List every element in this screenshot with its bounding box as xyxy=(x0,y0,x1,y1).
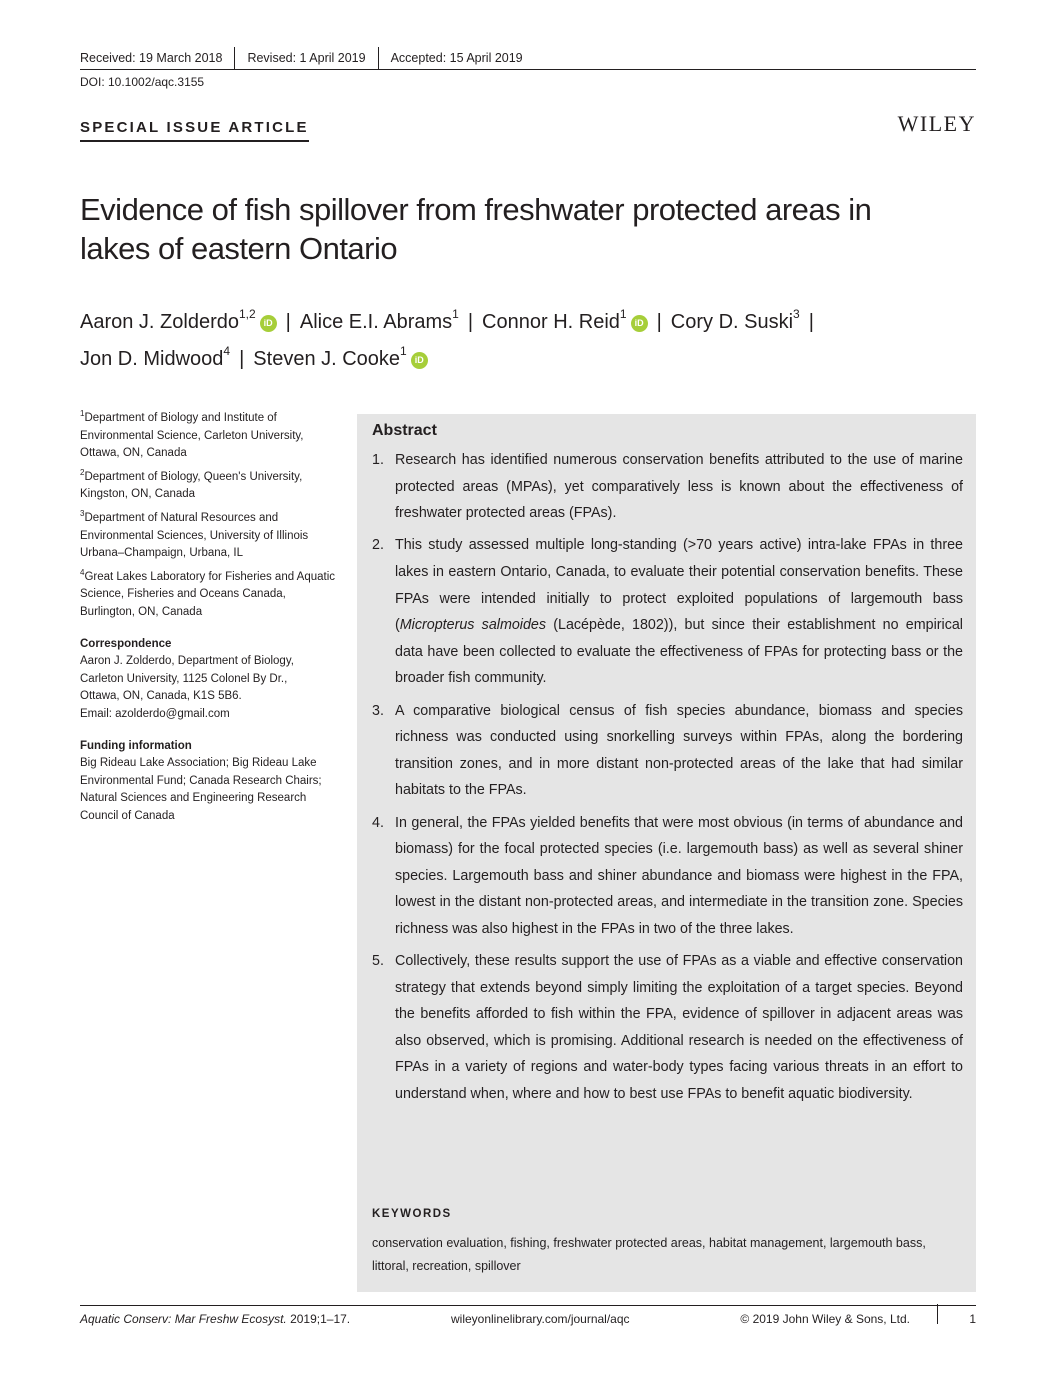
publisher-logo: WILEY xyxy=(897,111,976,136)
author[interactable]: Alice E.I. Abrams$^1$ xyxy=(299,307,459,333)
footer-rule xyxy=(80,1305,976,1306)
author[interactable]: Steven J. Cooke$^1$ xyxy=(253,344,407,370)
funding-text: Big Rideau Lake Association; Big Rideau Lake Environmental Fund; Canada Research Chairs; Natural Sciences and Engineering Research Council of Canada xyxy=(80,757,322,822)
abstract-box xyxy=(357,414,976,1292)
abstract-item: 3. A comparative biological census of fish species abundance, biomass and species richness was conducted using snorkelling surveys within FPAs, along the bordering transition zones, and in more distant non-protected areas of the lake that had similar habitats to the FPAs. xyxy=(372,702,963,799)
author[interactable]: Connor H. Reid$^1$ xyxy=(482,307,627,333)
author-separator: | xyxy=(285,311,291,333)
title-line-2: lakes of eastern Ontario xyxy=(80,231,398,266)
revised-date: Revised: 1 April 2019 xyxy=(235,47,378,69)
doi[interactable]: DOI: 10.1002/aqc.3155 xyxy=(80,75,205,89)
author-list xyxy=(80,304,980,378)
correspondence-line: Aaron J. Zolderdo, Department of Biology, xyxy=(80,655,294,668)
author-separator: | xyxy=(467,311,474,333)
copyright: © 2019 John Wiley & Sons, Ltd. xyxy=(740,1312,910,1326)
keywords-text: conservation evaluation, fishing, freshwater protected areas, habitat management, largemouth bass, littoral, recreation, spillover xyxy=(372,1236,926,1273)
page-number: 1 xyxy=(969,1312,976,1326)
affiliation: $^4$Great Lakes Laboratory for Fisheries and Aquatic Science, Fisheries and Oceans Canada, Burlington, ON, Canada xyxy=(80,567,336,618)
author[interactable]: Aaron J. Zolderdo$^{1,2}$ xyxy=(80,307,256,333)
affiliation: $^1$Department of Biology and Institute of Environmental Science, Carleton University, Ottawa, ON, Canada xyxy=(80,409,304,460)
orcid-icon[interactable]: iD xyxy=(411,352,428,369)
journal-url[interactable]: wileyonlinelibrary.com/journal/aqc xyxy=(451,1312,630,1326)
keywords-heading: KEYWORDS xyxy=(372,1208,452,1220)
affiliation: $^2$Department of Biology, Queen's University, Kingston, ON, Canada xyxy=(80,467,303,501)
correspondence-email[interactable]: Email: azolderdo@gmail.com xyxy=(80,707,230,720)
correspondence-line: Ottawa, ON, Canada, K1S 5B6. xyxy=(80,690,242,703)
orcid-icon[interactable]: iD xyxy=(260,315,277,332)
abstract-heading: Abstract xyxy=(372,422,437,439)
author[interactable]: Cory D. Suski$^3$ xyxy=(670,307,800,333)
species-name: Micropterus salmoides xyxy=(399,617,547,634)
received-date: Received: 19 March 2018 xyxy=(80,47,235,69)
abstract-list xyxy=(372,447,963,1108)
journal-citation: Aquatic Conserv: Mar Freshw Ecosyst. 2019;1–17. xyxy=(80,1312,351,1326)
affiliation: $^3$Department of Natural Resources and Environmental Sciences, University of Illinois Urbana–Champaign, Urbana, IL xyxy=(80,509,309,560)
footer-divider xyxy=(937,1304,939,1324)
section-label: SPECIAL ISSUE ARTICLE xyxy=(80,119,309,142)
abstract-item: 1. Research has identified numerous conservation benefits attributed to the use of marine protected areas (MPAs), yet comparatively less is known about the effectiveness of freshwater protected areas (FPAs). xyxy=(372,452,963,522)
author-separator: | xyxy=(808,311,814,333)
side-column xyxy=(80,410,342,825)
abstract-item: 2. This study assessed multiple long-standing (>70 years active) intra-lake FPAs in three lakes in eastern Ontario, Canada, to evaluate their potential conservation benefits. These FPAs were intended initially to protect exploited populations of largemouth bass (Micropterus salmoides (Lacépède, 1802)), but since their establishment no empirical data have been collected to evaluate the effectiveness of FPAs for protecting bass or the broader fish community. xyxy=(372,537,963,687)
abstract-item: 4. In general, the FPAs yielded benefits that were most obvious (in terms of abundance and biomass) for the focal protected species (i.e. largemouth bass) as well as several shiner species. Largemouth bass and shiner abundance and biomass were highest in the FPA, lowest in the distant non-protected areas, and intermediate in the transition zone. Species richness was also highest in the FPAs in two of the three lakes. xyxy=(372,814,963,937)
author[interactable]: Jon D. Midwood$^4$ xyxy=(80,344,231,370)
page-footer xyxy=(80,1312,976,1332)
title-line-1: Evidence of fish spillover from freshwater protected areas in xyxy=(80,192,872,227)
author-separator: | xyxy=(239,348,245,370)
abstract-item: 5. Collectively, these results support the use of FPAs as a viable and effective conservation strategy that extends beyond simply limiting the exploitation of a target species. Beyond the benefits afforded to fish within the FPA, evidence of spillover in adjacent areas was also observed, which is promising. Additional research is needed on the effectiveness of FPAs in a variety of regions and water-body types facing various threats in an effort to understand when, where and how to best use FPAs to benefit aquatic biodiversity. xyxy=(372,953,963,1103)
correspondence-line: Carleton University, 1125 Colonel By Dr., xyxy=(80,672,288,685)
funding-heading: Funding information xyxy=(80,739,192,752)
orcid-icon[interactable]: iD xyxy=(631,315,648,332)
correspondence-heading: Correspondence xyxy=(80,637,172,650)
article-title xyxy=(80,190,980,268)
accepted-date: Accepted: 15 April 2019 xyxy=(390,51,523,65)
author-separator: | xyxy=(656,311,662,333)
header-rule xyxy=(80,69,976,70)
article-dates xyxy=(80,46,976,70)
